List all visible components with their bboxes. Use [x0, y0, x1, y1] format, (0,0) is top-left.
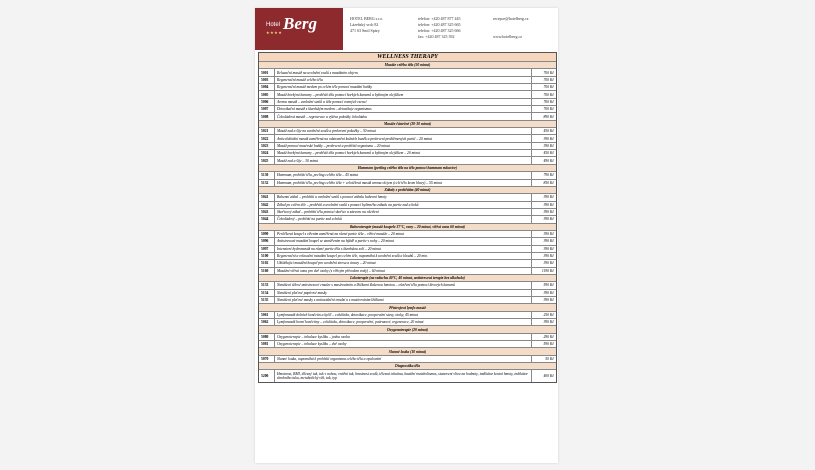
table-row [259, 112, 556, 119]
letterhead [255, 8, 558, 50]
section-header: Zábaly s prohřátím (40 minut) [259, 186, 556, 193]
table-row [259, 369, 556, 382]
section-header: Hammam (peeling celého těla na tělo pomocí hammam rukavice) [259, 164, 556, 171]
section-header: Lokoterapie (na vzduchu 40°C, 40 minut, antistresová terapie bez alkoholu) [259, 274, 556, 281]
section-header: Přístrojová lymfo masáž [259, 303, 556, 310]
phone-line: telefon: +420 487 325 665 [418, 22, 461, 27]
service-price: 390 Kč [543, 290, 554, 295]
service-code: 5024 [259, 150, 275, 156]
table-row [259, 105, 556, 112]
service-code: 5102 [259, 260, 275, 266]
service-code: 5080 [259, 334, 275, 340]
service-price: 390 Kč [543, 246, 554, 251]
service-code: 5134 [259, 290, 275, 296]
service-price: 890 Kč [543, 114, 554, 119]
service-price: 390 Kč [543, 298, 554, 303]
service-price: 390 Kč [543, 202, 554, 207]
service-price: 390 Kč [543, 143, 554, 148]
table-row [259, 98, 556, 105]
service-price: 290 Kč [543, 334, 554, 339]
table-row [259, 149, 556, 156]
service-price: 390 Kč [543, 217, 554, 222]
table-row [259, 355, 556, 362]
service-price: 700 Kč [543, 85, 554, 90]
service-code: 5200 [259, 370, 275, 382]
service-price: 450 Kč [543, 129, 554, 134]
service-code: 5042 [259, 202, 275, 208]
address-line: 471 63 Smil Spáry [350, 28, 380, 33]
service-code: 5003 [259, 77, 275, 83]
service-code: 5081 [259, 341, 275, 347]
service-price: 390 Kč [543, 210, 554, 215]
section-header: Balneoterapie (masáž koupele 37°C, vany – 20 minut, vířivá vana 60 minut) [259, 223, 556, 230]
logo-small-text: Hotel [266, 22, 281, 28]
service-description: Čokoládový – prohřátí na partie zad a boků [275, 216, 532, 222]
service-description: Masážní vířivá vana pro dvě osoby (s vířivým přívodem vody) – 60 minut [275, 268, 532, 274]
service-price: 700 Kč [543, 77, 554, 82]
service-description: Nanášení pleťové masky s antioxidační emulzí a s masírováním lžičkami [275, 297, 532, 303]
section-header: Slunné louka (10 minut) [259, 347, 556, 354]
service-description: Anticelulitidní masáž zaměřená na odstranění kožních buněk a prokrvení problémových partií – 20 minut [275, 135, 532, 141]
table-row [259, 215, 556, 222]
logo-script-text: Berg [283, 14, 317, 33]
service-description: Hmotnost, BMI, tělesný tuk, tuk v nohou, vnitřní tuk, hmotnost svalů, tělesná tekutina, bazální metabolismus, stanovení vlivu na hodnoty, indikátor kostní hmoty, indikátor útrobního tuku, metabolický věk, tuk, typ [275, 370, 532, 382]
service-description: Zábal po celém těle – prohřátí a uvolnění svalů s pomocí bylinného zábalu na partie zad a boků [275, 202, 532, 208]
phone-line: telefon: +420 487 877 445 [418, 16, 461, 21]
service-code: 5004 [259, 84, 275, 90]
table-row [259, 208, 556, 215]
service-code: 5097 [259, 246, 275, 252]
phone-block [418, 16, 460, 40]
table-row [259, 281, 556, 288]
service-description: Masáž horkými kameny – prohřátí těla pomocí horkých kamenů a bylinným olejíčkem – 20 minut [275, 150, 532, 156]
website-link[interactable]: www.hotelberg.cz [493, 34, 522, 39]
service-description: Perličková koupel s vířením zaměřená na různé partie těla – vířivé masáže – 20 minut [275, 231, 532, 237]
service-description: Skořicový zábal – prohřátí těla pomocí skořice a zázvoru na ošetření [275, 209, 532, 215]
service-description: Slunné louka, napomáhá k prohřátí organismu celého těla a opalování [275, 356, 532, 362]
table-row [259, 68, 556, 75]
service-description: Bahenní zábal – prohřátí a uvolnění svalů s pomocí zábalu bahenní hmoty [275, 194, 532, 200]
service-code: 5005 [259, 91, 275, 97]
service-price: 390 Kč [543, 232, 554, 237]
table-row [259, 296, 556, 303]
table-row [259, 237, 556, 244]
section-header: Masáže částečné (20-30 minut) [259, 120, 556, 127]
service-code: 5135 [259, 297, 275, 303]
service-code: 5070 [259, 356, 275, 362]
service-code: 5023 [259, 143, 275, 149]
service-description: Intenzivní hydromasáž na různé partie těla s lázeňskou solí – 20 minut [275, 246, 532, 252]
service-price: 390 Kč [543, 320, 554, 325]
service-description: Nanášení tělové antistresové emulze s masírováním a lžičkami šlakovou hmotou – ošetření těla pomocí lávových kamenů [275, 282, 532, 288]
service-code: 5133 [259, 282, 275, 288]
service-price: 250 Kč [543, 312, 554, 317]
service-description: Regenerační masáž celého těla [275, 77, 532, 83]
service-description: Regenerační a relaxační masážní koupel po celém těle, napomáhá k uvolnění svalů a kloubů – 20 min. [275, 253, 532, 259]
table-row [259, 267, 556, 274]
service-description: Lymfomasáž horní končetiny – celulitida, detoxikace, pooperační, poúrazové, regenerace, 20 minut [275, 319, 532, 325]
service-code: 5061 [259, 312, 275, 318]
service-code: 5130 [259, 172, 275, 178]
phone-line: fax: +420 487 325 392 [418, 34, 455, 39]
contact-block [493, 16, 528, 40]
service-price: 390 Kč [543, 254, 554, 259]
service-price: 590 Kč [543, 342, 554, 347]
service-code: 5090 [259, 231, 275, 237]
service-code: 5025 [259, 157, 275, 163]
service-description: Uklidňující masážní koupel pro uvolnění stresu a únavy – 20 minut [275, 260, 532, 266]
service-description: Masáž zad a šíje na uvolnění svalů a prokrvení pokožky – 30 minut [275, 128, 532, 134]
logo-stars: ★★★★ [266, 30, 283, 35]
service-description: Oxygenoterapie – inhalace kyslíku – dvě osoby [275, 341, 532, 347]
service-description: Regenerační masáž medem po celém těle pomocí masážní baňky [275, 84, 532, 90]
table-row [259, 134, 556, 141]
service-price: 850 Kč [543, 180, 554, 185]
service-description: Antistresová masážní koupel se zaměřením na hýždě a partie v nohy – 20 minut [275, 238, 532, 244]
phone-line: telefon: +420 487 325 666 [418, 28, 461, 33]
service-price: 400 Kč [543, 374, 554, 379]
service-price: 490 Kč [543, 158, 554, 163]
table-row [259, 289, 556, 296]
service-description: Oxygenoterapie – inhalace kyslíku – jedna osoba [275, 334, 532, 340]
table-row [259, 311, 556, 318]
service-code: 5043 [259, 209, 275, 215]
service-price: 590 Kč [543, 283, 554, 288]
table-row [259, 201, 556, 208]
table-row [259, 318, 556, 325]
table-row [259, 193, 556, 200]
service-code: 5022 [259, 135, 275, 141]
address-line: Lázeňský vrch 82 [350, 22, 379, 27]
service-price: 50 Kč [545, 356, 554, 361]
table-row [259, 76, 556, 83]
service-code: 5062 [259, 319, 275, 325]
service-description: Čokoládová masáž – regenerace a výživa pokožky čokoládou [275, 113, 532, 119]
service-price: 390 Kč [543, 136, 554, 141]
service-description: Hammam, prohřátí těla, peeling celého těla – 45 minut [275, 172, 532, 178]
section-header: Oxygenoterapie (20 minut) [259, 325, 556, 332]
service-description: Relaxační masáž na uvolnění svalů s masážním olejem [275, 69, 532, 75]
table-row [259, 142, 556, 149]
table-row [259, 340, 556, 347]
service-price: 450 Kč [543, 151, 554, 156]
service-code: 5008 [259, 113, 275, 119]
table-row [259, 230, 556, 237]
service-description: Masáž zad a šíje – 30 minut [275, 157, 532, 163]
service-code: 5006 [259, 99, 275, 105]
table-row [259, 259, 556, 266]
service-description: Hammam, prohřátí těla, peeling celého těla + celotělová masáž aroma olejem (celé tělo krom hlavy) – 55 minut [275, 180, 532, 186]
service-code: 5096 [259, 238, 275, 244]
service-price: 1190 Kč [541, 268, 554, 273]
service-price: 390 Kč [543, 261, 554, 266]
service-code: 5021 [259, 128, 275, 134]
service-code: 5041 [259, 194, 275, 200]
table-row [259, 252, 556, 259]
service-code: 5100 [259, 253, 275, 259]
service-price: 700 Kč [543, 107, 554, 112]
hotel-logo [255, 8, 343, 50]
service-description: Detoxikační masáž s lázeňským medem – detoxikuje organismus [275, 106, 532, 112]
service-code: 5001 [259, 69, 275, 75]
menu-document [255, 8, 558, 463]
table-row [259, 90, 556, 97]
email-link[interactable]: recepce@hotelberg.cz [493, 16, 529, 21]
table-row [259, 127, 556, 134]
table-row [259, 333, 556, 340]
service-price: 700 Kč [543, 92, 554, 97]
service-code: 5132 [259, 180, 275, 186]
wellness-table [258, 52, 557, 383]
service-price: 700 Kč [543, 99, 554, 104]
section-header: Masáže celého těla (50 minut) [259, 61, 556, 68]
address-line: HOTEL BERG s.r.o. [350, 16, 384, 21]
address-block [350, 16, 383, 34]
service-description: Lymfomasáž dolních končetin a kyčlí – celulitida, detoxikace, pooperační stavy, otoky, 45 minut [275, 312, 532, 318]
service-description: Aroma masáž – uvolnění svalů a těla pomocí vonných esencí [275, 99, 532, 105]
table-row [259, 171, 556, 178]
section-header: Diagnostika těla [259, 362, 556, 369]
service-price: 700 Kč [543, 70, 554, 75]
service-description: Masáž pomocí masérské baňky – prokrvení a prohřátí organismu – 20 minut [275, 143, 532, 149]
service-description: Masáž horkými kameny – prohřátí těla pomocí horkých kamenů a bylinným olejíčkem [275, 91, 532, 97]
table-row [259, 179, 556, 186]
service-code: 5007 [259, 106, 275, 112]
service-price: 390 Kč [543, 239, 554, 244]
service-price: 790 Kč [543, 173, 554, 178]
service-code: 5160 [259, 268, 275, 274]
table-row [259, 156, 556, 163]
table-title: WELLNESS THERAPY [259, 53, 556, 61]
table-row [259, 245, 556, 252]
service-code: 5044 [259, 216, 275, 222]
table-row [259, 83, 556, 90]
service-price: 390 Kč [543, 195, 554, 200]
service-description: Nanášení pleťové papírové masky [275, 290, 532, 296]
